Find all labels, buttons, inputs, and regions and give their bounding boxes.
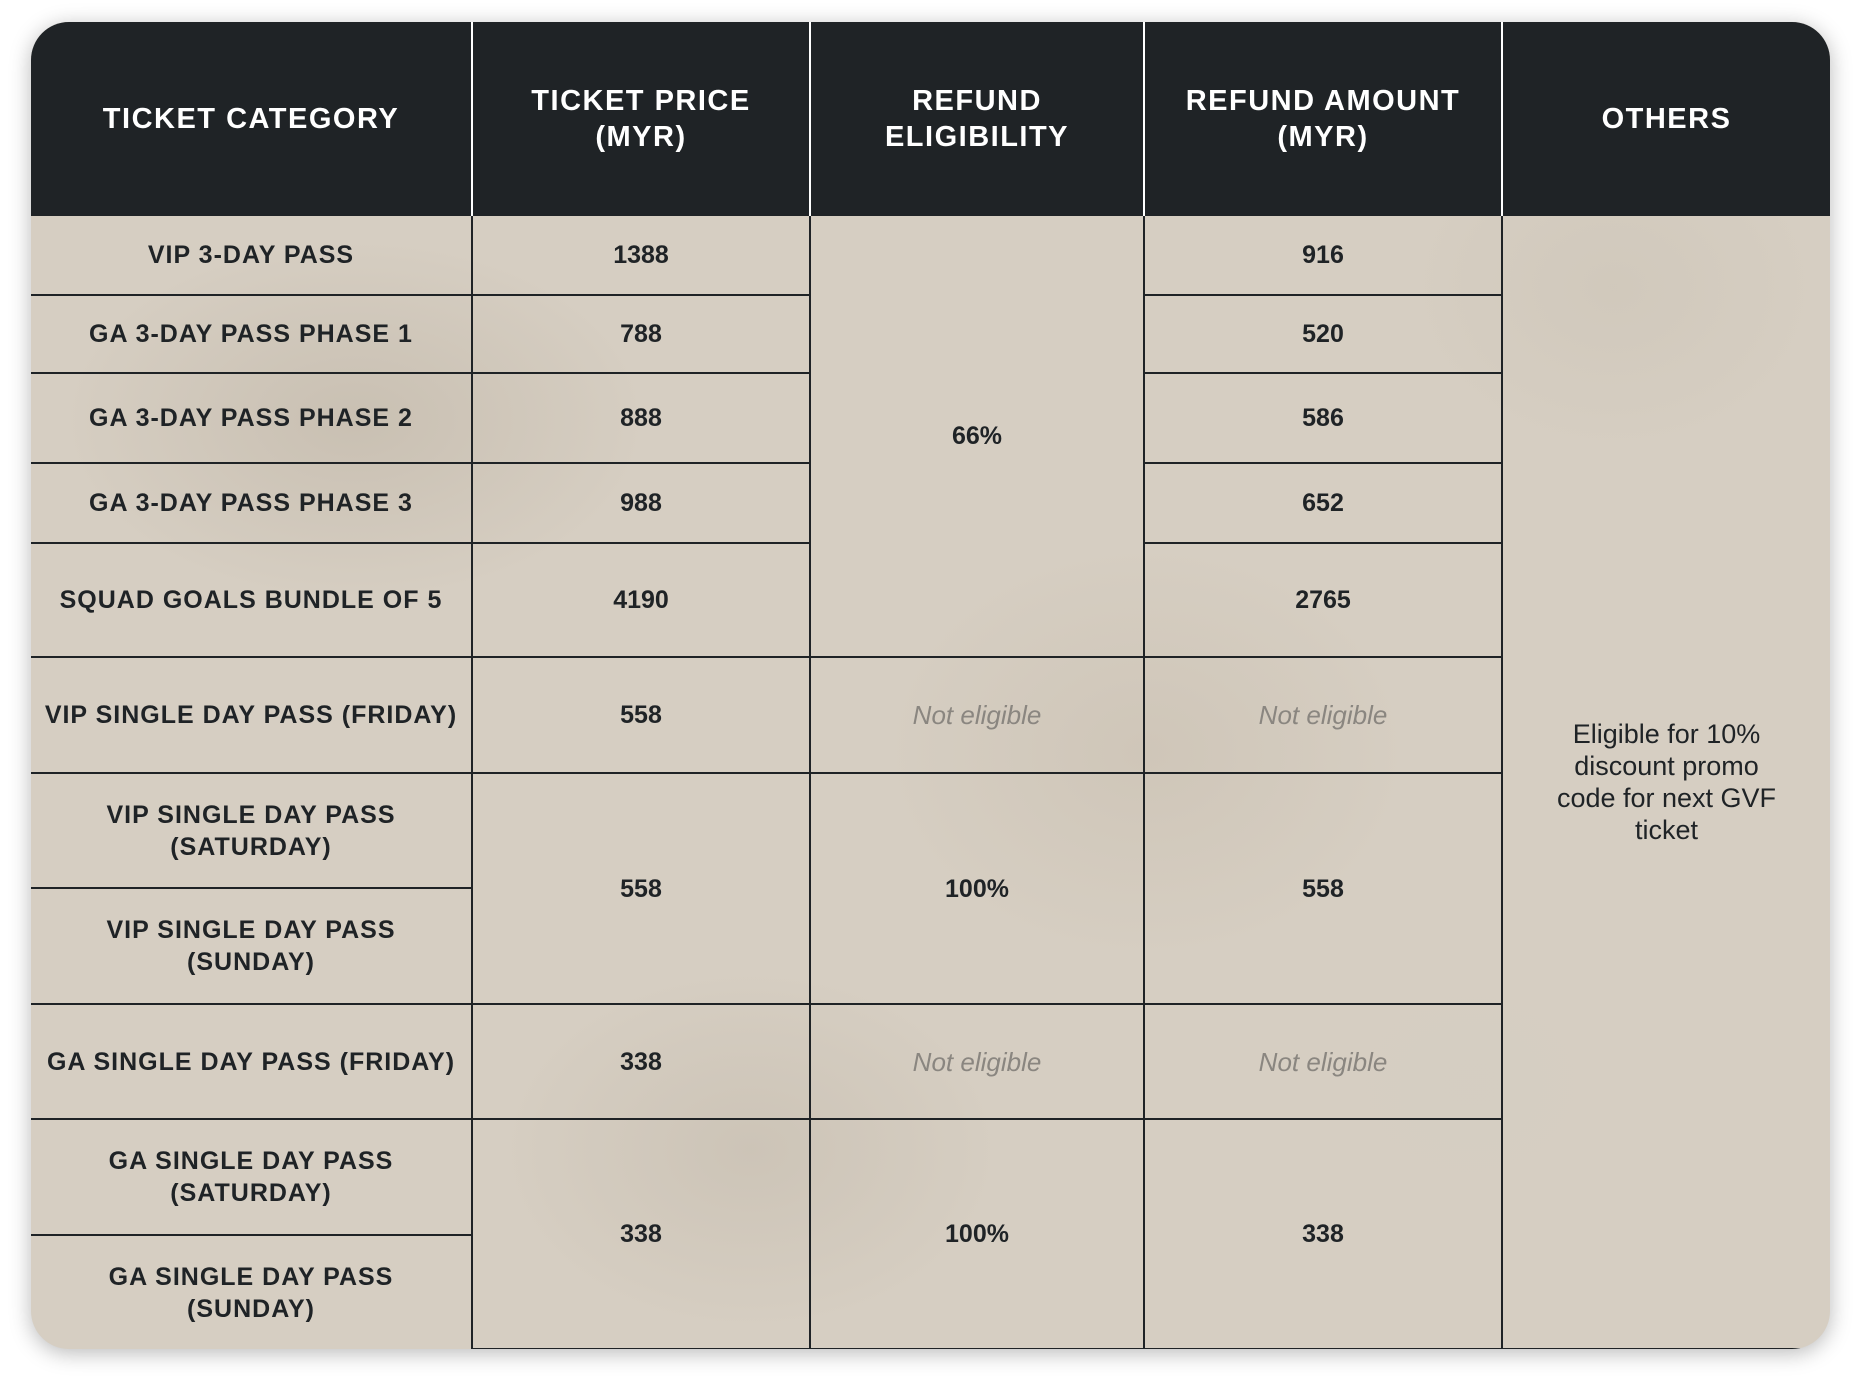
ticket-category: GA 3-DAY PASS PHASE 1: [31, 295, 472, 373]
ticket-category: GA SINGLE DAY PASS (FRIDAY): [31, 1004, 472, 1119]
refund-amount: 586: [1144, 373, 1502, 463]
ticket-price: 888: [472, 373, 810, 463]
ticket-category: VIP 3-DAY PASS: [31, 216, 472, 295]
ticket-price: 558: [472, 657, 810, 773]
ticket-price: 988: [472, 463, 810, 543]
refund-amount: 2765: [1144, 543, 1502, 657]
header-ticket-price: TICKET PRICE (MYR): [472, 22, 810, 216]
ticket-category: GA 3-DAY PASS PHASE 3: [31, 463, 472, 543]
refund-eligibility: 100%: [810, 1119, 1144, 1349]
header-refund-eligibility: REFUND ELIGIBILITY: [810, 22, 1144, 216]
ticket-category: GA 3-DAY PASS PHASE 2: [31, 373, 472, 463]
table-row: [31, 216, 1830, 295]
ticket-price: 788: [472, 295, 810, 373]
refund-eligibility: 100%: [810, 773, 1144, 1004]
header-ticket-category: TICKET CATEGORY: [31, 22, 472, 216]
ticket-price: 1388: [472, 216, 810, 295]
refund-amount: 520: [1144, 295, 1502, 373]
ticket-category: VIP SINGLE DAY PASS (SUNDAY): [31, 888, 472, 1004]
refund-table-card: [31, 22, 1830, 1349]
ticket-price: 558: [472, 773, 810, 1004]
refund-amount: 338: [1144, 1119, 1502, 1349]
refund-eligibility: 66%: [810, 216, 1144, 657]
ticket-category: SQUAD GOALS BUNDLE OF 5: [31, 543, 472, 657]
refund-table: [31, 22, 1830, 1349]
header-others: OTHERS: [1502, 22, 1830, 216]
others-note: Eligible for 10% discount promo code for next GVF ticket: [1502, 216, 1830, 1349]
refund-eligibility: Not eligible: [810, 657, 1144, 773]
ticket-category: VIP SINGLE DAY PASS (SATURDAY): [31, 773, 472, 888]
ticket-price: 4190: [472, 543, 810, 657]
refund-amount: 652: [1144, 463, 1502, 543]
ticket-price: 338: [472, 1004, 810, 1119]
ticket-price: 338: [472, 1119, 810, 1349]
refund-eligibility: Not eligible: [810, 1004, 1144, 1119]
ticket-category: GA SINGLE DAY PASS (SATURDAY): [31, 1119, 472, 1235]
refund-amount: Not eligible: [1144, 657, 1502, 773]
refund-amount: 916: [1144, 216, 1502, 295]
refund-amount: 558: [1144, 773, 1502, 1004]
refund-amount: Not eligible: [1144, 1004, 1502, 1119]
header-refund-amount: REFUND AMOUNT (MYR): [1144, 22, 1502, 216]
ticket-category: VIP SINGLE DAY PASS (FRIDAY): [31, 657, 472, 773]
ticket-category: GA SINGLE DAY PASS (SUNDAY): [31, 1235, 472, 1349]
header-row: [31, 22, 1830, 216]
